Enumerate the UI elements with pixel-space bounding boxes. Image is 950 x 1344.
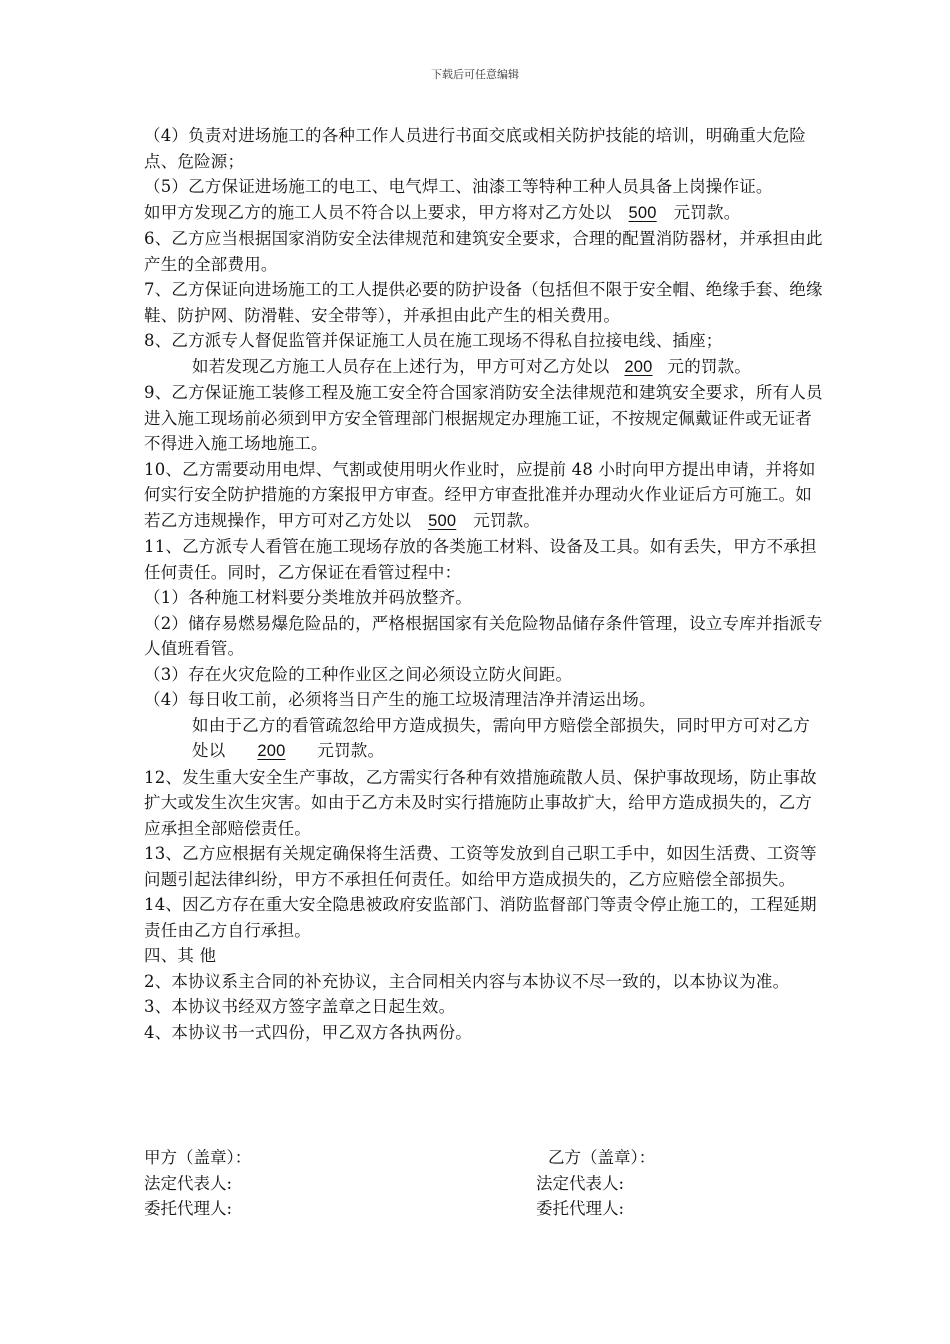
other-clause-4: 4、本协议书一式四份，甲乙双方各执两份。 <box>144 1022 472 1042</box>
other-clause-2: 2、本协议系主合同的补充协议，主合同相关内容与本协议不尽一致的，以本协议为准。 <box>144 971 790 991</box>
page-header: 下载后可任意编辑 <box>431 68 519 81</box>
party-b-agent-label: 委托代理人: <box>536 1199 625 1218</box>
document-body <box>144 123 824 1045</box>
clause-4-4: （4）负责对进场施工的各种工作人员进行书面交底或相关防护技能的培训，明确重大危险点、危险源； <box>144 126 806 171</box>
party-b-seal-label: 乙方（盖章）： <box>548 1148 656 1167</box>
penalty-unit: 元罚款。 <box>673 202 741 222</box>
party-a-seal-label: 甲方（盖章）： <box>144 1148 252 1167</box>
penalty-amount: 200 <box>257 742 286 760</box>
signature-row-representative <box>144 1171 824 1197</box>
other-clause-3: 3、本协议书经双方签字盖章之日起生效。 <box>144 997 456 1016</box>
clause-12: 12、发生重大安全生产事故，乙方需实行各种有效措施疏散人员、保护事故现场，防止事故扩大或发生次生灾害。如由于乙方未及时实行措施防止事故扩大，给甲方造成损失的，乙方应承担全部赔偿责任。 <box>144 767 817 838</box>
party-a-representative-label: 法定代表人: <box>144 1173 233 1193</box>
penalty-line-1 <box>144 200 824 227</box>
clause-11-2: （2）储存易燃易爆危险品的，严格根据国家有关危险物品储存条件管理，设立专库并指派专人值班看管。 <box>144 613 823 658</box>
clause-11-4: （4）每日收工前，必须将当日产生的施工垃圾清理洁净并清运出场。 <box>144 690 656 709</box>
clause-9: 9、乙方保证施工装修工程及施工安全符合国家消防安全法律规范和建筑安全要求，所有人员进入施工现场前必须到甲方安全管理部门根据规定办理施工证，不按规定佩戴证件或无证者不得进入施工场地施工。 <box>144 383 823 453</box>
section-heading-other: 四、其 他 <box>144 946 217 965</box>
penalty-line-2 <box>144 354 824 381</box>
clause-10 <box>144 457 824 535</box>
clause-4-5: （5）乙方保证进场施工的电工、电气焊工、油漆工等特种工种人员具备上岗操作证。 <box>144 177 773 196</box>
clause-7: 7、乙方保证向进场施工的工人提供必要的防护设备（包括但不限于安全帽、绝缘手套、绝缘鞋、防护网、防滑鞋、安全带等），并承担由此产生的相关费用。 <box>144 280 823 325</box>
clause-13: 13、乙方应根据有关规定确保将生活费、工资等发放到自己职工手中，如因生活费、工资等问题引起法律纠纷，甲方不承担任何责任。如给甲方造成损失的，乙方应赔偿全部损失。 <box>144 844 817 889</box>
penalty-amount: 200 <box>624 357 653 376</box>
clause-8: 8、乙方派专人督促监管并保证施工人员在施工现场不得私自拉接电线、插座； <box>144 331 723 350</box>
penalty-unit: 元罚款。 <box>473 510 541 530</box>
penalty-line-3 <box>144 713 824 765</box>
penalty-amount: 500 <box>628 203 657 222</box>
signature-block <box>144 1145 824 1222</box>
signature-row-agent <box>144 1196 824 1222</box>
clause-11-3: （3）存在火灾危险的工种作业区之间必须设立防火间距。 <box>144 664 573 684</box>
clause-6: 6、乙方应当根据国家消防安全法律规范和建筑安全要求，合理的配置消防器材，并承担由此产生的全部费用。 <box>144 229 823 274</box>
signature-row-seal <box>144 1145 824 1171</box>
penalty-unit: 元罚款。 <box>317 741 385 760</box>
penalty-unit: 元的罚款。 <box>667 356 751 376</box>
party-b-representative-label: 法定代表人: <box>536 1173 625 1193</box>
penalty-text: 如甲方发现乙方的施工人员不符合以上要求，甲方将对乙方处以 <box>144 202 612 222</box>
clause-11-1: （1）各种施工材料要分类堆放并码放整齐。 <box>144 588 472 607</box>
penalty-text: 如由于乙方的看管疏忽给甲方造成损失，需向甲方赔偿全部损失，同时甲方可对乙方处以 <box>192 715 810 760</box>
penalty-text: 如若发现乙方施工人员存在上述行为，甲方可对乙方处以 <box>192 356 610 376</box>
party-a-agent-label: 委托代理人: <box>144 1199 233 1218</box>
clause-14: 14、因乙方存在重大安全隐患被政府安监部门、消防监督部门等责令停止施工的，工程延期责任由乙方自行承担。 <box>144 895 817 940</box>
penalty-amount: 500 <box>428 511 457 530</box>
clause-11: 11、乙方派专人看管在施工现场存放的各类施工材料、设备及工具。如有丢失，甲方不承担任何责任。同时，乙方保证在看管过程中： <box>144 537 817 582</box>
clause-10-text: 10、乙方需要动用电焊、气割或使用明火作业时，应提前 48 小时向甲方提出申请，并将如何实行安全防护措施的方案报甲方审查。经甲方审查批准并办理动火作业证后方可施工。如若乙方违规操作，甲方可对乙方处以 <box>144 459 816 530</box>
